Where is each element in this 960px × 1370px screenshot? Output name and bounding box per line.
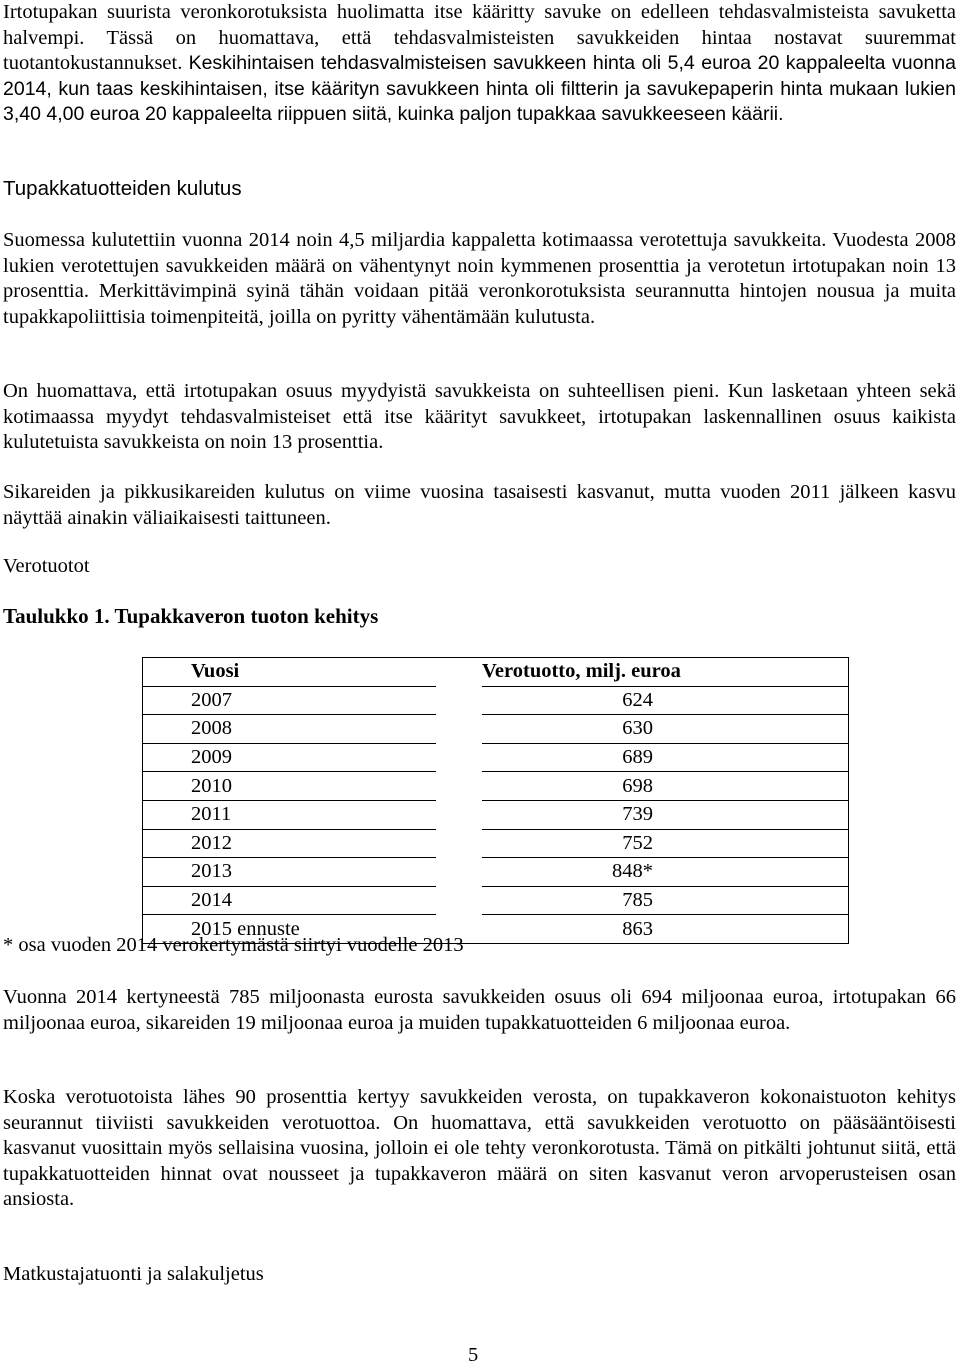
heading-tax-revenue: Verotuotot [3, 555, 90, 577]
page-number: 5 [468, 1344, 479, 1366]
table-cell-gap [436, 886, 482, 915]
paragraph-intro-sans: Keskihintaisen tehdasvalmisteisen savukkeen hinta oli 5,4 euroa 20 kappaleelta vuonna 2014, kun taas keskihintaisen, itse käärityn savukkeen hinta oli filtterin ja savukepaperin hinta mukaan lukien 3,40 4,00 euroa 20 kappaleelta riippuen siitä, kuinka paljon tupakkaa savukkeeseen käärii. [3, 52, 956, 125]
table-cell-value: 785 [482, 886, 849, 915]
table-cell-year: 2015 ennuste [143, 915, 437, 944]
table-row [143, 858, 849, 887]
table-row [143, 800, 849, 829]
table-cell-value: 752 [482, 829, 849, 858]
table-header-row [143, 658, 849, 687]
table-cell-year: 2010 [143, 772, 437, 801]
table-cell-value: 624 [482, 686, 849, 715]
table-row [143, 886, 849, 915]
table-cell-year: 2007 [143, 686, 437, 715]
table-cell-year: 2008 [143, 715, 437, 744]
heading-consumption: Tupakkatuotteiden kulutus [3, 177, 242, 200]
table-row [143, 772, 849, 801]
table-cell-year: 2011 [143, 800, 437, 829]
table-cell-gap [436, 743, 482, 772]
paragraph-cigars: Sikareiden ja pikkusikareiden kulutus on viime vuosina tasaisesti kasvanut, mutta vuoden 2011 jälkeen kasvu näyttää ainakin väliaikaisesti taittuneen. [3, 481, 956, 529]
table-row [143, 686, 849, 715]
tax-revenue-table [142, 657, 849, 944]
table-footnote: * osa vuoden 2014 verokertymästä siirtyi vuodelle 2013 [3, 934, 464, 956]
table-cell-value: 863 [482, 915, 849, 944]
table-cell-value: 698 [482, 772, 849, 801]
table-cell-gap [436, 686, 482, 715]
table-cell-gap [436, 715, 482, 744]
table-row [143, 829, 849, 858]
table-cell-year: 2009 [143, 743, 437, 772]
paragraph-intro [3, 0, 956, 125]
table-cell-gap [436, 772, 482, 801]
table-cell-year: 2012 [143, 829, 437, 858]
table-title: Taulukko 1. Tupakkaveron tuoton kehitys [3, 604, 379, 628]
table-cell-value: 630 [482, 715, 849, 744]
paragraph-development: Koska verotuotoista lähes 90 prosenttia kertyy savukkeiden verosta, on tupakkaveron kokonaistuoton kehitys seurannut tiiviisti savukkeiden verotuottoa. On huomattava, että savukkeiden verotuotto on pääsääntöisesti kasvanut vuosittain myös sellaisina vuosina, jolloin ei ole tehty veronkorotusta. Tämä on pitkälti johtunut siitä, että tupakkatuotteiden hinnat ovat nousseet ja tupakkaveron määrä on siten kasvanut veron arvoperusteisen osan ansiosta. [3, 1086, 956, 1210]
paragraph-breakdown: Vuonna 2014 kertyneestä 785 miljoonasta eurosta savukkeiden osuus oli 694 miljoonaa euroa, irtotupakan 66 miljoonaa euroa, sikareiden 19 miljoonaa euroa ja muiden tupakkatuotteiden 6 miljoonaa euroa. [3, 986, 956, 1034]
table-row [143, 743, 849, 772]
table-cell-value: 848* [482, 858, 849, 887]
table-header-year: Vuosi [143, 658, 437, 687]
table-header-gap [436, 658, 482, 687]
table-cell-value: 739 [482, 800, 849, 829]
table-cell-year: 2013 [143, 858, 437, 887]
heading-traveller-imports: Matkustajatuonti ja salakuljetus [3, 1263, 264, 1285]
table-cell-value: 689 [482, 743, 849, 772]
paragraph-share: On huomattava, että irtotupakan osuus myydyistä savukkeista on suhteellisen pieni. Kun lasketaan yhteen sekä kotimaassa myydyt tehdasvalmisteiset että itse käärityt savukkeet, irtotupakan laskennallinen osuus kaikista kulutetuista savukkeista on noin 13 prosenttia. [3, 380, 956, 453]
table-row [143, 715, 849, 744]
paragraph-intro-serif: Irtotupakan suurista veronkorotuksista huolimatta itse kääritty savuke on edelleen tehdasvalmisteista savuketta halvempi. Tässä on huomattava, että tehdasvalmisteisten savukkeiden hintaa nostavat suuremmat tuotantokustannukset. [3, 1, 956, 74]
paragraph-consumption: Suomessa kulutettiin vuonna 2014 noin 4,5 miljardia kappaletta kotimaassa verotettuja savukkeita. Vuodesta 2008 lukien verotettujen savukkeiden määrä on vähentynyt noin kymmenen prosenttia ja verotetun irtotupakan noin 13 prosenttia. Merkittävimpinä syinä tähän voidaan pitää veronkorotuksista seurannutta hintojen nousua ja muita tupakkapoliittisia toimenpiteitä, joilla on pyritty vähentämään kulutusta. [3, 229, 956, 328]
table-cell-gap [436, 800, 482, 829]
table-header-revenue: Verotuotto, milj. euroa [482, 658, 849, 687]
table-cell-gap [436, 829, 482, 858]
table-cell-gap [436, 858, 482, 887]
table-cell-year: 2014 [143, 886, 437, 915]
